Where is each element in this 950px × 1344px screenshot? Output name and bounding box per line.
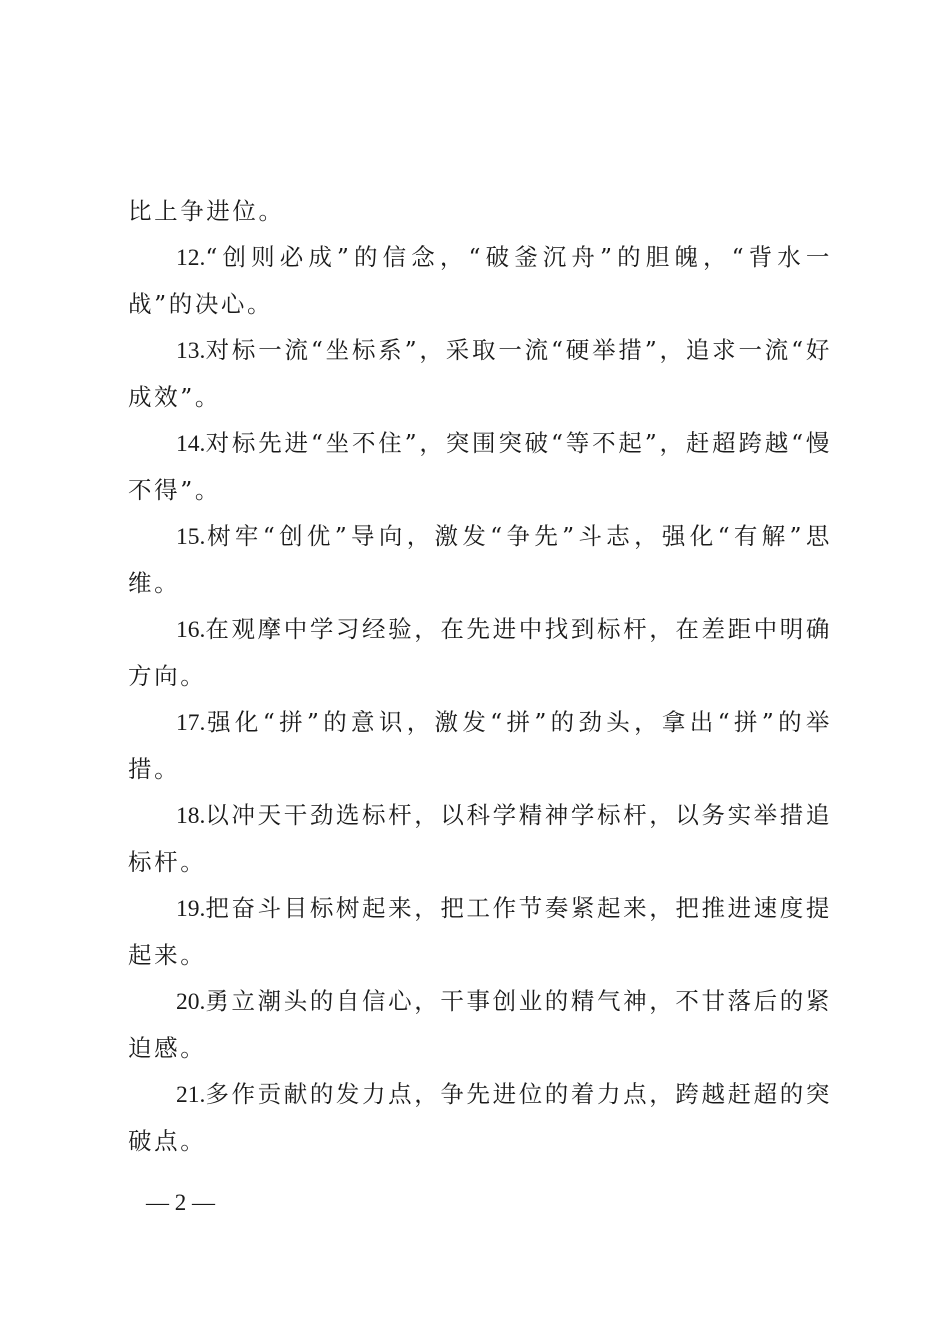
list-item bbox=[128, 606, 832, 699]
item-text: 对标一流“坐标系”，采取一流“硬举措”，追求一流“好成效”。 bbox=[128, 336, 832, 411]
item-text: 强化“拼”的意识，激发“拼”的劲头，拿出“拼”的举措。 bbox=[128, 708, 832, 783]
item-number: 19. bbox=[176, 896, 206, 922]
item-text: 把奋斗目标树起来，把工作节奏紧起来，把推进速度提起来。 bbox=[128, 894, 832, 969]
list-item bbox=[128, 699, 832, 792]
list-item bbox=[128, 1071, 832, 1164]
list-item bbox=[128, 885, 832, 978]
item-text: “创则必成”的信念，“破釜沉舟”的胆魄，“背水一战”的决心。 bbox=[128, 243, 832, 318]
item-number: 21. bbox=[176, 1082, 206, 1108]
list-item bbox=[128, 978, 832, 1071]
item-number: 20. bbox=[176, 989, 206, 1015]
item-text: 以冲天干劲选标杆，以科学精神学标杆，以务实举措追标杆。 bbox=[128, 801, 832, 876]
document-body bbox=[128, 188, 832, 1164]
page-number: — 2 — bbox=[146, 1190, 215, 1215]
item-text: 树牢“创优”导向，激发“争先”斗志，强化“有解”思维。 bbox=[128, 522, 832, 597]
item-number: 13. bbox=[176, 338, 206, 364]
item-text: 多作贡献的发力点，争先进位的着力点，跨越赶超的突破点。 bbox=[128, 1080, 832, 1155]
item-number: 18. bbox=[176, 803, 206, 829]
list-item bbox=[128, 420, 832, 513]
item-number: 16. bbox=[176, 617, 206, 643]
list-item bbox=[128, 792, 832, 885]
item-text: 对标先进“坐不住”，突围突破“等不起”，赶超跨越“慢不得”。 bbox=[128, 429, 832, 504]
item-text: 在观摩中学习经验，在先进中找到标杆，在差距中明确方向。 bbox=[128, 615, 832, 690]
item-number: 17. bbox=[176, 710, 206, 736]
item-number: 14. bbox=[176, 431, 206, 457]
item-number: 15. bbox=[176, 524, 206, 550]
item-number: 12. bbox=[176, 245, 206, 271]
continuation-paragraph: 比上争进位。 bbox=[128, 197, 285, 225]
item-text: 勇立潮头的自信心，干事创业的精气神，不甘落后的紧迫感。 bbox=[128, 987, 832, 1062]
list-item bbox=[128, 327, 832, 420]
list-item bbox=[128, 234, 832, 327]
list-item bbox=[128, 513, 832, 606]
